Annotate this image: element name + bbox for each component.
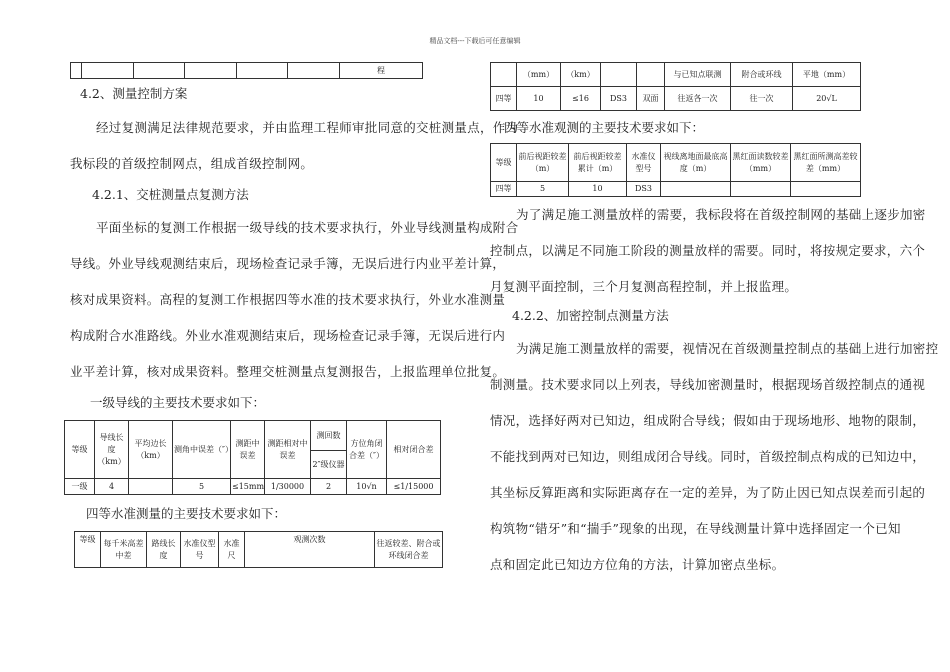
left-column <box>70 62 519 568</box>
header-cell: 黑红面所测高差较差（mm） <box>791 144 861 182</box>
paragraph-line: 制测量。技术要求同以上列表，导线加密测量时，根据现场首级控制点的通视 <box>490 377 926 392</box>
paragraph-line: 我标段的首级控制网点，组成首级控制网。 <box>70 156 314 171</box>
header-cell: 视线离地面最底高度（m） <box>661 144 731 182</box>
paragraph-line: 业平差计算，核对成果资料。整理交桩测量点复测报告，上报监理单位批复。 <box>70 364 506 379</box>
table-cell <box>731 182 791 197</box>
header-cell: 等级 <box>75 532 101 568</box>
paragraph-line: 为了满足施工测量放样的需要，我标段将在首级控制网的基础上逐步加密 <box>516 207 926 222</box>
paragraph-line: 点和固定此已知边方位角的方法，计算加密点坐标。 <box>490 557 785 572</box>
table-cell <box>791 182 861 197</box>
fourth-order-leveling-table <box>74 531 443 568</box>
paragraph-line: 平面坐标的复测工作根据一级导线的技术要求执行，外业导线测量构成附合 <box>96 220 519 235</box>
paragraph-line: 导线。外业导线观测结束后，现场检查记录手簿，无误后进行内业平差计算， <box>70 256 506 271</box>
paragraph-line: 核对成果资料。高程的复测工作根据四等水准的技术要求执行，外业水准测量 <box>70 292 506 307</box>
header-cell: 水准尺 <box>219 532 245 568</box>
table-cell: 附合或环线 <box>731 63 793 87</box>
paragraph-line: 为满足施工测量放样的需要，视情况在首级测量控制点的基础上进行加密控 <box>516 341 939 356</box>
top-table-fragment <box>70 62 423 79</box>
table-cell: DS3 <box>627 182 661 197</box>
table-cell: ≤16 <box>561 87 601 111</box>
table-cell: 10√n <box>347 479 387 495</box>
table-cell: 2 <box>311 479 347 495</box>
table-cell: （mm） <box>517 63 561 87</box>
table-cell: 平地（mm） <box>793 63 861 87</box>
header-cell: 水准仪型号 <box>181 532 219 568</box>
header-cell: 前后视距较差累计（m） <box>569 144 627 182</box>
table-caption: 四等水准观测的主要技术要求如下： <box>504 120 705 135</box>
table-cell: 一级 <box>65 479 95 495</box>
header-cell: 每千米高差中差 <box>101 532 147 568</box>
paragraph-line: 月复测平面控制，三个月复测高程控制，并上报监理。 <box>490 279 798 294</box>
table-cell <box>129 479 173 495</box>
header-cell: 测角中误差（″） <box>173 421 231 479</box>
header-cell: 黑红面读数较差（mm） <box>731 144 791 182</box>
header-cell: 前后视距较差（m） <box>517 144 569 182</box>
table-caption: 一级导线的主要技术要求如下： <box>90 395 266 410</box>
header-cell: 平均边长（km） <box>129 421 173 479</box>
table-cell: DS3 <box>601 87 637 111</box>
table-cell: 四等 <box>491 182 517 197</box>
table-cell: （km） <box>561 63 601 87</box>
header-cell: 路线长度 <box>147 532 181 568</box>
table-cell <box>601 63 637 87</box>
table-cell: 20√L <box>793 87 861 111</box>
right-column <box>490 62 939 583</box>
paragraph-line: 构成附合水准路线。外业水准观测结束后，现场检查记录手簿，无误后进行内 <box>70 328 506 343</box>
page-header: 精品文档---下载后可任意编辑 <box>429 37 521 45</box>
table-cell: 5 <box>173 479 231 495</box>
leveling-observation-table <box>490 143 861 197</box>
header-cell: 等级 <box>491 144 517 182</box>
paragraph-line: 经过复测满足法律规范要求，并由监理工程师审批同意的交桩测量点，作为 <box>96 120 519 135</box>
table-cell: 5 <box>517 182 569 197</box>
table-cell <box>661 182 731 197</box>
leveling-table-continued <box>490 62 861 111</box>
header-cell: 等级 <box>65 421 95 479</box>
table-cell: 1/30000 <box>265 479 311 495</box>
paragraph-line: 构筑物“错牙”和“揣手”现象的出现，在导线测量计算中选择固定一个已知 <box>490 521 901 536</box>
paragraph-line: 情况，选择好两对已知边，组成附合导线；假如由于现场地形、地物的限制， <box>490 413 926 428</box>
first-order-traverse-table <box>64 420 441 495</box>
header-cell: 相对闭合差 <box>387 421 441 479</box>
paragraph-line: 其坐标反算距离和实际距离存在一定的差异，为了防止因已知点误差而引起的 <box>490 485 926 500</box>
header-cell: 测距中误差 <box>231 421 265 479</box>
header-cell: 测回数 <box>311 421 347 451</box>
table-cell: 往返各一次 <box>665 87 731 111</box>
header-cell: 2″级仪器 <box>311 451 347 479</box>
header-cell: 导线长度（km） <box>95 421 129 479</box>
paragraph-line: 控制点，以满足不同施工阶段的测量放样的需要。同时，将按规定要求，六个 <box>490 243 926 258</box>
table-cell <box>637 63 665 87</box>
header-cell: 测距相对中误差 <box>265 421 311 479</box>
table-cell: ≤15mm <box>231 479 265 495</box>
table-cell: 往一次 <box>731 87 793 111</box>
paragraph-line: 不能找到两对已知边，则组成闭合导线。同时，首级控制点构成的已知边中， <box>490 449 926 464</box>
header-cell: 方位角闭合差（″） <box>347 421 387 479</box>
table-cell: 10 <box>517 87 561 111</box>
table-cell: 四等 <box>491 87 517 111</box>
header-cell: 观测次数 <box>245 532 375 568</box>
table-cell: 与已知点联测 <box>665 63 731 87</box>
table-cell: 双面 <box>637 87 665 111</box>
section-heading: 4.2、测量控制方案 <box>80 86 188 101</box>
table-cell: ≤1/15000 <box>387 479 441 495</box>
table-caption: 四等水准测量的主要技术要求如下： <box>86 506 287 521</box>
section-heading: 4.2.2、加密控制点测量方法 <box>512 308 669 323</box>
header-cell: 往返较差、附合或环线闭合差 <box>375 532 443 568</box>
table-cell: 4 <box>95 479 129 495</box>
section-heading: 4.2.1、交桩测量点复测方法 <box>92 187 249 202</box>
table-cell: 程 <box>340 63 423 79</box>
header-cell: 水准仪型号 <box>627 144 661 182</box>
table-cell: 10 <box>569 182 627 197</box>
